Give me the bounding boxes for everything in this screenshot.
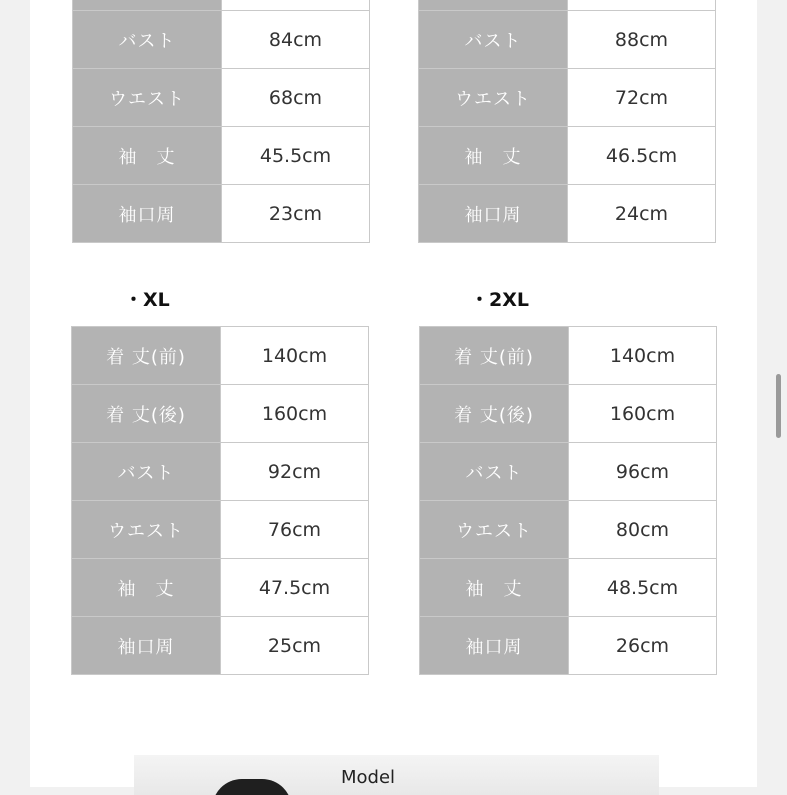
row-value — [568, 0, 716, 11]
table-row — [419, 127, 716, 185]
table-row — [72, 443, 369, 501]
row-value: 140cm — [569, 327, 717, 385]
row-label: 着 丈(前) — [420, 327, 569, 385]
row-value: 160cm — [221, 385, 369, 443]
table-row — [73, 185, 370, 243]
row-value: 88cm — [568, 11, 716, 69]
row-label: 着 丈(後) — [420, 385, 569, 443]
row-value: 140cm — [221, 327, 369, 385]
row-value: 45.5cm — [222, 127, 370, 185]
row-value: 25cm — [221, 617, 369, 675]
row-value: 47.5cm — [221, 559, 369, 617]
size-table-xl — [71, 326, 369, 675]
row-label: 袖口周 — [73, 185, 222, 243]
row-label: バスト — [419, 11, 568, 69]
table-row — [72, 559, 369, 617]
table-row — [420, 327, 717, 385]
row-label: バスト — [73, 11, 222, 69]
table-row — [73, 127, 370, 185]
row-value: 68cm — [222, 69, 370, 127]
row-value: 160cm — [569, 385, 717, 443]
size-table-top-left — [72, 0, 370, 243]
row-value: 84cm — [222, 11, 370, 69]
size-heading-2xl: ・2XL — [470, 289, 529, 311]
row-label: 袖 丈 — [420, 559, 569, 617]
row-label: ウエスト — [72, 501, 221, 559]
row-value: 46.5cm — [568, 127, 716, 185]
table-row — [420, 559, 717, 617]
row-label: 袖 丈 — [72, 559, 221, 617]
row-label: バスト — [72, 443, 221, 501]
row-value: 96cm — [569, 443, 717, 501]
row-label: バスト — [420, 443, 569, 501]
model-card — [134, 755, 659, 795]
row-value: 26cm — [569, 617, 717, 675]
page-content — [30, 0, 757, 787]
row-value: 24cm — [568, 185, 716, 243]
row-label: 袖 丈 — [73, 127, 222, 185]
table-row — [419, 185, 716, 243]
table-row — [72, 385, 369, 443]
table-row — [72, 327, 369, 385]
table-row — [420, 385, 717, 443]
row-value: 72cm — [568, 69, 716, 127]
row-label: ウエスト — [73, 69, 222, 127]
scrollbar-thumb[interactable] — [776, 374, 781, 438]
row-value: 92cm — [221, 443, 369, 501]
table-row — [420, 501, 717, 559]
row-label — [419, 0, 568, 11]
row-value: 80cm — [569, 501, 717, 559]
row-label: ウエスト — [420, 501, 569, 559]
row-label: 袖 丈 — [419, 127, 568, 185]
model-label: Model — [341, 767, 396, 788]
row-label: 袖口周 — [419, 185, 568, 243]
table-row — [420, 443, 717, 501]
table-row — [419, 11, 716, 69]
row-label — [73, 0, 222, 11]
table-row — [73, 69, 370, 127]
table-row — [73, 11, 370, 69]
row-value: 23cm — [222, 185, 370, 243]
row-label: ウエスト — [419, 69, 568, 127]
row-label: 袖口周 — [72, 617, 221, 675]
row-label: 着 丈(前) — [72, 327, 221, 385]
table-row — [420, 617, 717, 675]
row-value: 48.5cm — [569, 559, 717, 617]
table-row — [72, 501, 369, 559]
table-row — [419, 69, 716, 127]
table-row — [73, 0, 370, 11]
size-table-2xl — [419, 326, 717, 675]
size-heading-xl: ・XL — [124, 289, 170, 311]
size-table-top-right — [418, 0, 716, 243]
table-row — [72, 617, 369, 675]
table-row — [419, 0, 716, 11]
model-photo — [212, 779, 292, 795]
row-label: 袖口周 — [420, 617, 569, 675]
row-value — [222, 0, 370, 11]
row-label: 着 丈(後) — [72, 385, 221, 443]
row-value: 76cm — [221, 501, 369, 559]
